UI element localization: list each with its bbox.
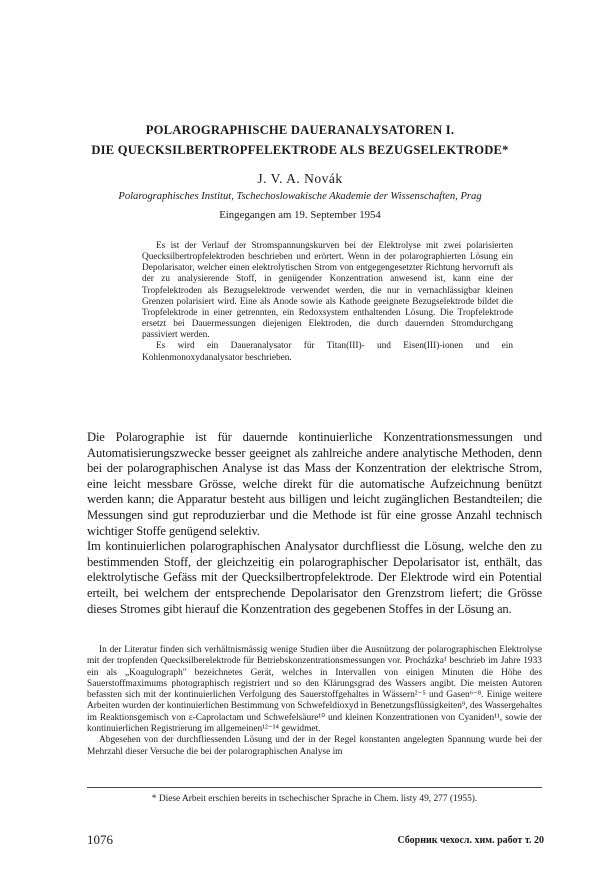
small-paragraph-1: In der Literatur finden sich verhältnismässig wenige Studien über die Ausnützung der polarographischen Elektrolyse mit der tropfenden Quecksilberelektrode für Betriebskonzentrationsmessungen vor. Procházka¹ beschrieb im Jahre 1933 ein als „Koagulograph" bezeichnetes Gerät, welches in Intervallen von einigen Minuten die Höhe des Sauerstoffmaximums photographisch registriert und so den Klärungsgrad des Wassers angibt. Die meisten Autoren befassten sich mit der kontinuierlichen Verfolgung des Sauerstoffgehaltes in Wässern²⁻⁵ und Gasen⁶⁻⁸. Einige weitere Arbeiten wurden der kontinuierlichen Bestimmung von Schwefeldioxyd in Benetzungsflüssigkeiten⁹, des Wassergehaltes im Reaktionsgemisch von ε-Caprolactam und Schwefelsäure¹⁰ und kleinen Konzentrationen von Cyaniden¹¹, sowie der kontinuierlichen Registrierung im allgemeinen¹²⁻¹⁴ gewidmet.: [87, 645, 542, 735]
abstract-paragraph-1: Es ist der Verlauf der Stromspannungskurven bei der Elektrolyse mit zwei polarisierten Quecksilbertropfelektroden beschrieben und erörtert. Wenn in der polarographierten Lösung ein Depolarisator, welcher einen elektrolytischen Strom von entgegengesetzter Richtung hervorruft als der zu analysierende Stoff, in genügender Konzentration anwesend ist, kann eine der Tropfelektroden als Bezugselektrode verwendet werden, die nur in vernachlässigbar kleinen Grenzen polarisiert wird. Eine als Anode sowie als Kathode geeignete Bezugselektrode bildet die Tropfelektrode in einer getrennten, ein Redoxsystem enthaltenden Lösung. Die Tropfelektrode ersetzt bei Dauermessungen diejenigen Elektroden, die durch dauernden Stromdurchgang passiviert werden.: [142, 241, 513, 341]
footnote-rule: [87, 787, 542, 788]
abstract-paragraph-2: Es wird ein Daueranalysator für Titan(III)- und Eisen(III)-ionen und ein Kohlenmonoxydanalysator beschrieben.: [142, 341, 513, 363]
abstract: [142, 241, 513, 364]
footnote: * Diese Arbeit erschien bereits in tschechischer Sprache in Chem. listy 49, 277 (1955).: [151, 794, 478, 804]
body-paragraph-2: Im kontinuierlichen polarographischen Analysator durchfliesst die Lösung, welche den zu bestimmenden Stoff, der gleichzeitig ein polarographischer Depolarisator ist, enthält, das elektrolytische Gefäss mit der Quecksilbertropfelektrode. Der Elektrode wird ein Potential erteilt, bei welchem der entsprechende Depolarisator den Grenzstrom liefert; die Grösse dieses Stromes gibt hierauf die Konzentration des gegebenen Stoffes in der Lösung an.: [87, 539, 542, 616]
body-text: [87, 430, 542, 617]
affiliation: Polarographisches Institut, Tschechoslowakische Akademie der Wissenschaften, Prag: [118, 191, 482, 202]
article-title-line-1: POLAROGRAPHISCHE DAUERANALYSATOREN I.: [145, 123, 455, 137]
author: J. V. A. Novák: [257, 171, 343, 186]
received-date: Eingegangen am 19. September 1954: [219, 209, 381, 221]
body-paragraph-1: Die Polarographie ist für dauernde kontinuierliche Konzentrationsmessungen und Automatisierungszwecke besser geeignet als zahlreiche andere analytische Methoden, denn bei der polarographischen Analyse ist das Mass der Konzentration der elektrische Strom, eine leicht messbare Grösse, welche direkt für die automatische Aufzeichnung benützt werden kann; die Apparatur besteht aus billigen und leicht zugänglichen Bestandteilen; die Messungen sind gut reproduzierbar und die Methode ist für eine grosse Anzahl technisch wichtiger Stoffe genügend selektiv.: [87, 430, 542, 538]
page-number: 1076: [87, 832, 113, 847]
small-paragraph-2: Abgesehen von der durchfliessenden Lösung und der in der Regel konstanten angelegten Spannung wurde bei der Mehrzahl dieser Versuche die bei der polarographischen Analyse im: [87, 735, 542, 757]
literature-review: [87, 645, 542, 758]
journal-running-footer: Сборник чехосл. хим. работ т. 20: [397, 835, 544, 846]
article-title-line-2: DIE QUECKSILBERTROPFELEKTRODE ALS BEZUGSELEKTRODE*: [91, 143, 509, 157]
